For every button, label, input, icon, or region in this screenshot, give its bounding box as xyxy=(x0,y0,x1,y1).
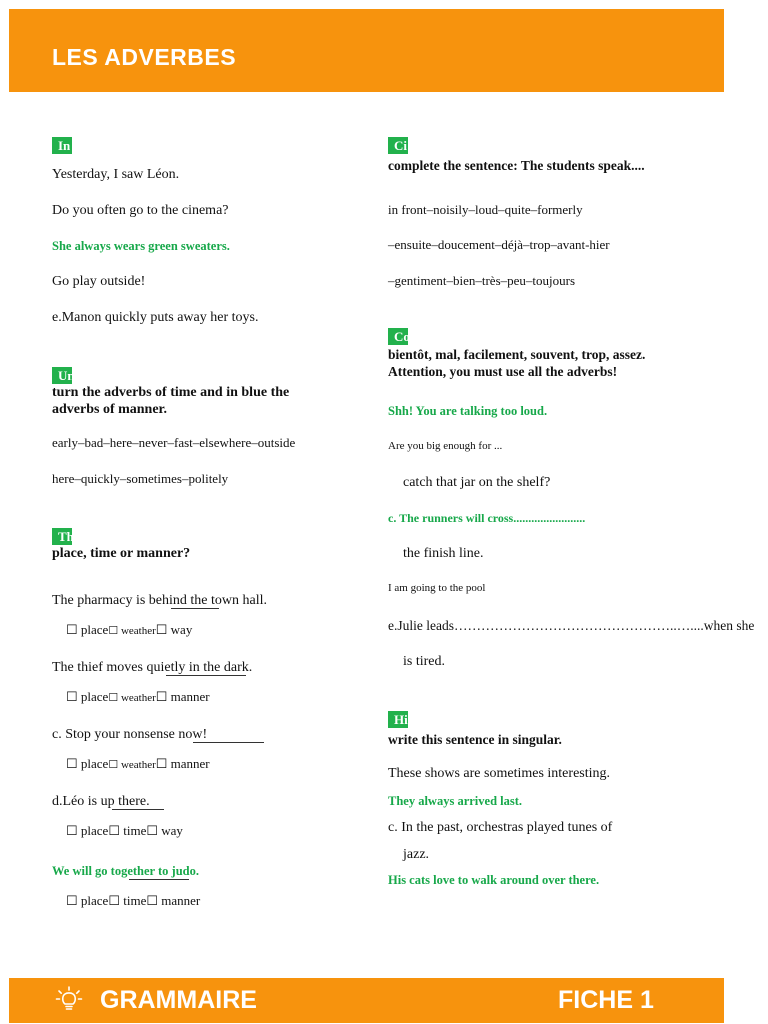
checkbox-option: ☐ place xyxy=(66,823,109,838)
sentence-line: jazz. xyxy=(403,847,430,862)
sentence-line: is tired. xyxy=(403,654,445,669)
underline xyxy=(112,809,164,810)
sentence-line: These shows are sometimes interesting. xyxy=(388,766,611,781)
checkbox-row[interactable] xyxy=(66,893,200,909)
sentence-line: Yesterday, I saw Léon. xyxy=(52,167,180,182)
checkbox-option: ☐ weather xyxy=(108,692,156,704)
checkbox-option: ☐ place xyxy=(66,689,109,704)
checkbox-option: ☐ time xyxy=(108,823,147,838)
footer-title: GRAMMAIRE xyxy=(100,986,257,1014)
sentence-line: e.Manon quickly puts away her toys. xyxy=(52,310,259,325)
sentence-line: Are you big enough for ... xyxy=(388,440,503,452)
adverb-list: –ensuite–doucement–déjà–trop–avant-hier xyxy=(388,237,610,252)
sentence-line: She always wears green sweaters. xyxy=(52,239,230,253)
sentence-line: catch that jar on the shelf? xyxy=(403,475,551,490)
exercise-sentence: d.Léo is up there. xyxy=(52,794,150,809)
section-badge: Hi xyxy=(388,711,408,728)
checkbox-option: ☐ place xyxy=(66,622,109,637)
underline xyxy=(166,675,246,676)
section-badge: Co xyxy=(388,328,408,345)
exercise-sentence: The thief moves quietly in the dark. xyxy=(52,660,253,675)
checkbox-option: ☐ place xyxy=(66,893,109,908)
adverb-list: in front–noisily–loud–quite–formerly xyxy=(388,202,583,217)
sheet-number: FICHE 1 xyxy=(558,986,654,1014)
section-badge: In xyxy=(52,137,72,154)
checkbox-option: ☐ manner xyxy=(155,689,210,704)
sentence-line: c. The runners will cross........................ xyxy=(388,511,586,525)
instruction-text: place, time or manner? xyxy=(52,546,191,561)
underline xyxy=(193,742,264,743)
sentence-line: Shh! You are talking too loud. xyxy=(388,404,548,418)
sentence-line: Go play outside! xyxy=(52,274,146,289)
exercise-sentence: The pharmacy is behind the town hall. xyxy=(52,593,267,608)
sentence-line: e.Julie leads…………………………………………..…....when she xyxy=(388,618,755,633)
checkbox-row[interactable] xyxy=(66,823,183,839)
sentence-line: c. In the past, orchestras played tunes of xyxy=(388,820,613,835)
checkbox-option: ☐ place xyxy=(66,756,109,771)
sentence-line: I am going to the pool xyxy=(388,582,486,594)
sentence-line: His cats love to walk around over there. xyxy=(388,873,600,887)
section-badge: Ci xyxy=(388,137,408,154)
sentence-line: Do you often go to the cinema? xyxy=(52,203,229,218)
checkbox-row[interactable] xyxy=(66,689,210,705)
section-badge: Th xyxy=(52,528,72,545)
instruction-text: write this sentence in singular. xyxy=(388,732,562,747)
checkbox-option: ☐ way xyxy=(155,622,193,637)
instruction-text: Attention, you must use all the adverbs! xyxy=(388,364,618,379)
exercise-sentence: We will go together to judo. xyxy=(52,864,199,878)
checkbox-option: ☐ time xyxy=(108,893,147,908)
sentence-line: the finish line. xyxy=(403,546,484,561)
underline xyxy=(129,879,189,880)
lightbulb-icon xyxy=(54,985,84,1015)
adverb-list: –gentiment–bien–très–peu–toujours xyxy=(388,273,576,288)
checkbox-row[interactable] xyxy=(66,756,210,772)
section-badge: Un xyxy=(52,367,72,384)
checkbox-row[interactable] xyxy=(66,622,192,638)
instruction-text: turn the adverbs of time and in blue the xyxy=(52,385,290,400)
adverb-list: early–bad–here–never–fast–elsewhere–outside xyxy=(52,435,296,450)
exercise-sentence: c. Stop your nonsense now! xyxy=(52,727,208,742)
checkbox-option: ☐ weather xyxy=(108,759,156,771)
checkbox-option: ☐ weather xyxy=(108,625,156,637)
instruction-text: complete the sentence: The students speak.... xyxy=(388,158,645,173)
checkbox-option: ☐ manner xyxy=(146,893,201,908)
instruction-text: adverbs of manner. xyxy=(52,402,167,417)
sentence-line: They always arrived last. xyxy=(388,794,523,808)
underline xyxy=(171,608,219,609)
adverb-list: here–quickly–sometimes–politely xyxy=(52,471,229,486)
instruction-text: bientôt, mal, facilement, souvent, trop, assez. xyxy=(388,347,646,362)
checkbox-option: ☐ manner xyxy=(155,756,210,771)
page-title: LES ADVERBES xyxy=(52,44,237,70)
checkbox-option: ☐ way xyxy=(146,823,183,838)
